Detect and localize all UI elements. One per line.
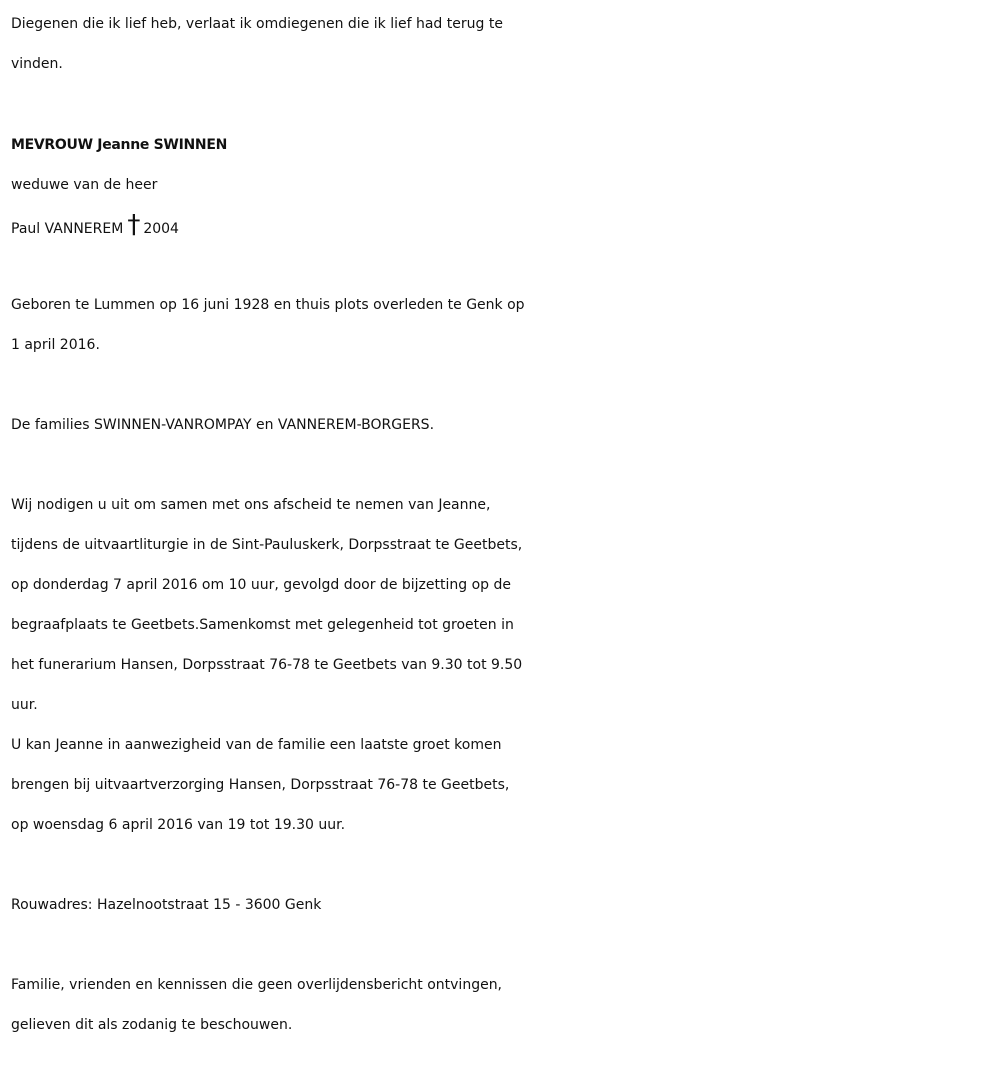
invitation-line: U kan Jeanne in aanwezigheid van de familie een laatste groet komen [11,737,502,753]
cross-icon: † [127,210,141,240]
mourning-address: Rouwadres: Hazelnootstraat 15 - 3600 Genk [11,897,322,913]
invitation-line: uur. [11,697,38,713]
closing-line-1: Familie, vrienden en kennissen die geen overlijdensbericht ontvingen, [11,977,503,993]
motto-line-2: vinden. [11,56,63,72]
invitation-line: op woensdag 6 april 2016 van 19 tot 19.30 uur. [11,817,346,833]
spacer [11,365,996,405]
invitation-line: Wij nodigen u uit om samen met ons afscheid te nemen van Jeanne, [11,497,491,513]
motto-line-1: Diegenen die ik lief heb, verlaat ik omdiegenen die ik lief had terug te [11,16,503,32]
spacer [11,845,996,885]
spacer [11,84,996,124]
birth-death-line-1: Geboren te Lummen op 16 juni 1928 en thuis plots overleden te Genk op [11,297,525,313]
spacer [11,245,996,285]
spouse-line [11,205,996,245]
deceased-name: MEVROUW Jeanne SWINNEN [11,137,227,153]
birth-death-line-2: 1 april 2016. [11,337,100,353]
invitation-line: begraafplaats te Geetbets.Samenkomst met gelegenheid tot groeten in [11,617,514,633]
spacer [11,445,996,485]
families-text: De families SWINNEN-VANROMPAY en VANNEREM-BORGERS. [11,417,435,433]
obituary-notice [11,0,996,1045]
spacer [11,925,996,965]
widow-of-text: weduwe van de heer [11,177,158,193]
spouse-name: Paul VANNEREM [11,221,124,237]
spouse-death-year: 2004 [143,221,179,237]
invitation-line: tijdens de uitvaartliturgie in de Sint-Pauluskerk, Dorpsstraat te Geetbets, [11,537,523,553]
invitation-line: brengen bij uitvaartverzorging Hansen, Dorpsstraat 76-78 te Geetbets, [11,777,510,793]
invitation-line: op donderdag 7 april 2016 om 10 uur, gevolgd door de bijzetting op de [11,577,511,593]
invitation-line: het funerarium Hansen, Dorpsstraat 76-78 te Geetbets van 9.30 tot 9.50 [11,657,523,673]
closing-line-2: gelieven dit als zodanig te beschouwen. [11,1017,293,1033]
